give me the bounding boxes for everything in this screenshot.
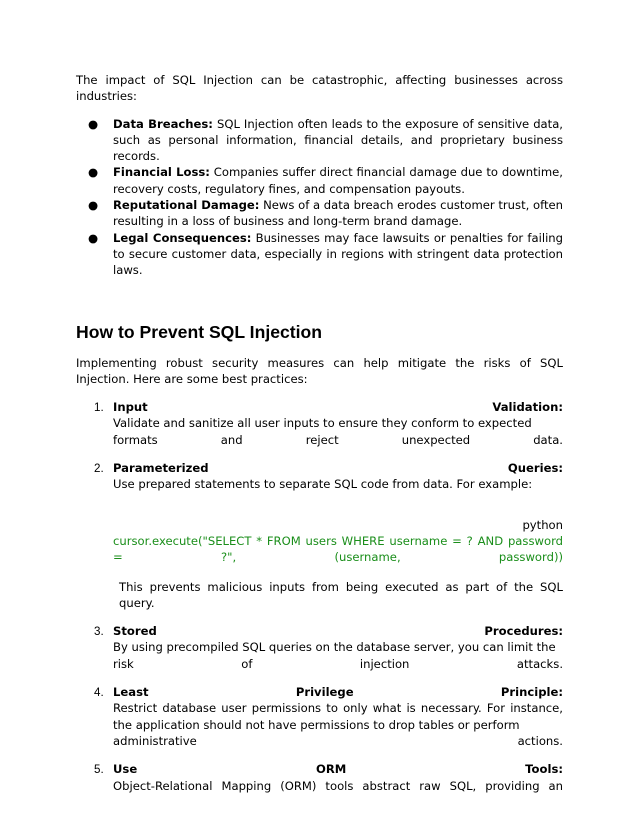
practice-item-input-validation xyxy=(76,399,563,448)
list-item xyxy=(76,197,563,230)
practice-item-orm-tools xyxy=(76,761,563,794)
item-title: Financial Loss: xyxy=(113,165,210,180)
item-heading: Use ORM Tools: xyxy=(113,762,563,777)
practice-item-stored-procedures xyxy=(76,623,563,672)
list-item xyxy=(76,164,563,197)
bullet-icon: ● xyxy=(88,116,99,131)
document-page xyxy=(76,72,563,794)
bullet-icon: ● xyxy=(88,165,99,180)
item-title: Reputational Damage: xyxy=(113,198,260,213)
item-body: Validate and sanitize all user inputs to ensure they conform to expected xyxy=(113,416,532,431)
item-number: 1. xyxy=(94,401,104,415)
section-heading: How to Prevent SQL Injection xyxy=(76,321,323,342)
impact-list xyxy=(76,116,563,279)
lead-paragraph: Implementing robust security measures can help mitigate the risks of SQL Injection. Here are some best practices: xyxy=(76,355,563,386)
practice-item-parameterized-queries xyxy=(76,460,563,611)
item-number: 5. xyxy=(94,763,104,777)
item-note: This prevents malicious inputs from being executed as part of the SQL query. xyxy=(119,579,563,610)
item-heading: Input Validation: xyxy=(113,400,563,415)
item-body: Use prepared statements to separate SQL code from data. For example: xyxy=(113,477,533,492)
code-block xyxy=(113,517,563,566)
item-number: 4. xyxy=(94,686,104,700)
item-text: Companies suffer direct financial damage due to downtime, recovery costs, regulatory fines, and compensation payouts. xyxy=(113,165,563,196)
item-body-last: administrative actions. xyxy=(113,733,563,748)
item-number: 2. xyxy=(94,462,104,476)
item-heading: Parameterized Queries: xyxy=(113,461,563,476)
item-text: News of a data breach erodes customer trust, often resulting in a loss of business and long-term brand damage. xyxy=(113,198,563,229)
item-heading: Least Privilege Principle: xyxy=(113,685,563,700)
item-heading: Stored Procedures: xyxy=(113,624,563,639)
practice-item-least-privilege xyxy=(76,684,563,749)
item-title: Legal Consequences: xyxy=(113,230,252,245)
code-line: cursor.execute("SELECT * FROM users WHERE username = ? AND password xyxy=(113,533,563,548)
item-body-last: formats and reject unexpected data. xyxy=(113,432,563,447)
item-body: Object-Relational Mapping (ORM) tools abstract raw SQL, providing an xyxy=(113,778,563,793)
code-line: = ?", (username, password)) xyxy=(113,550,563,565)
item-title: Data Breaches: xyxy=(113,116,213,131)
bullet-icon: ● xyxy=(88,198,99,213)
list-item xyxy=(76,116,563,165)
item-body-last: risk of injection attacks. xyxy=(113,656,563,671)
item-number: 3. xyxy=(94,625,104,639)
list-item xyxy=(76,230,563,279)
intro-paragraph: The impact of SQL Injection can be catastrophic, affecting businesses across industries: xyxy=(76,73,563,104)
practices-list xyxy=(76,399,563,794)
item-body: Restrict database user permissions to only what is necessary. For instance, the application should not have permissions to drop tables or perform xyxy=(113,701,563,732)
item-body: By using precompiled SQL queries on the database server, you can limit the xyxy=(113,640,556,655)
item-text: Businesses may face lawsuits or penalties for failing to secure customer data, especially in regions with stringent data protection laws. xyxy=(113,230,563,278)
item-text: SQL Injection often leads to the exposure of sensitive data, such as personal information, financial details, and proprietary business records. xyxy=(113,116,563,164)
bullet-icon: ● xyxy=(88,230,99,245)
code-language-label: python xyxy=(522,517,563,532)
